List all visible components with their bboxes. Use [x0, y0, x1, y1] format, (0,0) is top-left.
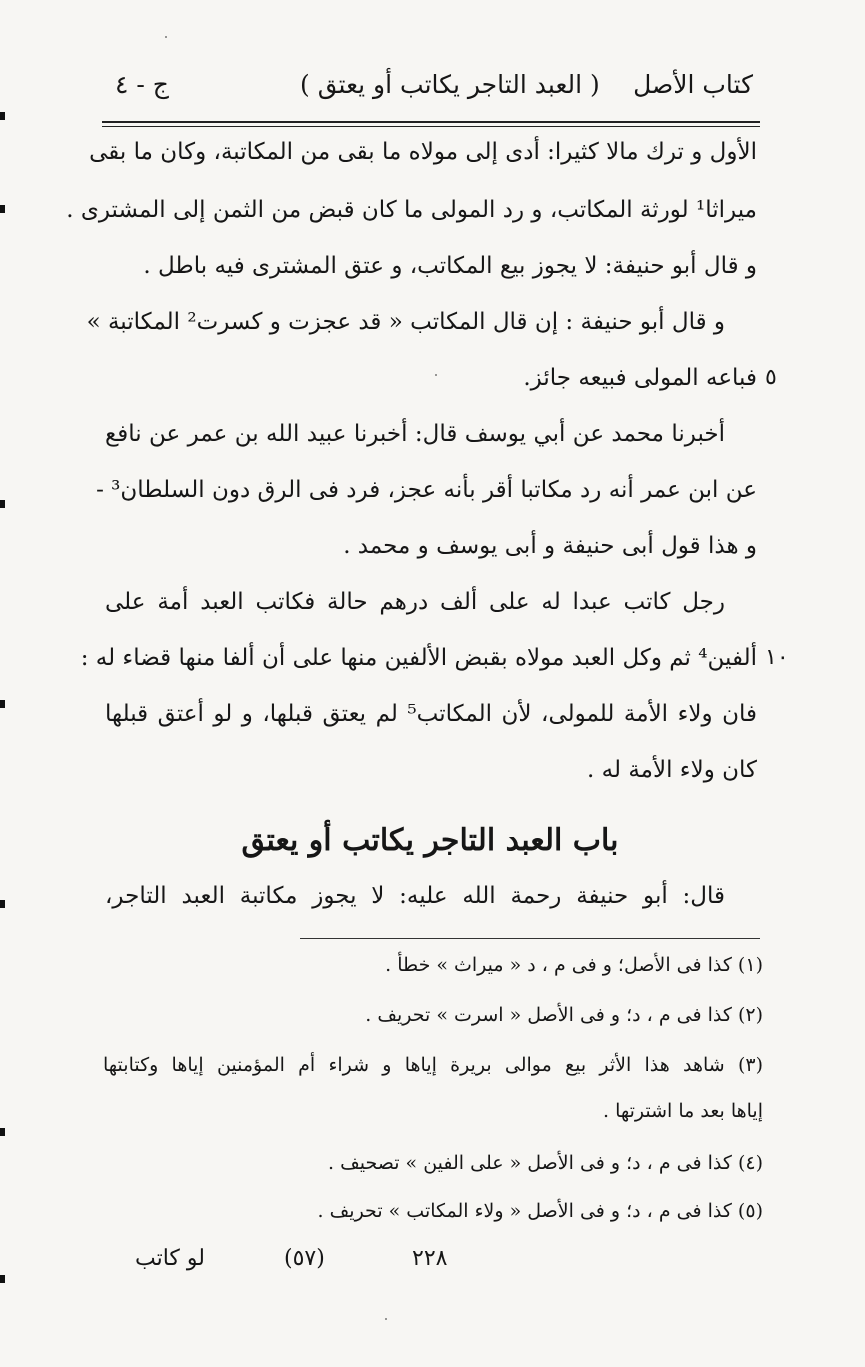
body-line: فان ولاء الأمة للمولى، لأن المكاتب⁵ لم يعتق قبلها، و لو أعتق قبلها [105, 701, 757, 727]
catchword: لو كاتب [135, 1246, 205, 1271]
footnote-1: (١) كذا فى الأصل؛ و فى م ، د « ميراث » خطأ . [385, 954, 763, 976]
scan-edge-mark [0, 205, 5, 213]
running-header-volume: ج - ٤ [115, 70, 169, 99]
scan-edge-mark [0, 500, 5, 508]
paper-speck [385, 1318, 387, 1320]
line-number-5: ٥ [765, 365, 777, 390]
header-rule-thin [102, 126, 760, 127]
footnote-3: (٣) شاهد هذا الأثر بيع موالى بريرة إياها و شراء أم المؤمنين إياها وكتابتها [103, 1054, 763, 1076]
scan-edge-mark [0, 700, 5, 708]
body-line: فباعه المولى فبيعه جائز. [523, 365, 757, 391]
running-header-book-title: كتاب الأصل [633, 70, 753, 99]
body-line: أخبرنا محمد عن أبي يوسف قال: أخبرنا عبيد الله بن عمر عن نافع [105, 421, 725, 447]
body-line: عن ابن عمر أنه رد مكاتبا أقر بأنه عجز، فرد فى الرق دون السلطان³ - [96, 477, 757, 503]
body-line: ألفين⁴ ثم وكل العبد مولاه بقبض الألفين منها على أن ألفا منها قضاء له : [80, 645, 757, 671]
body-line: كان ولاء الأمة له . [587, 757, 757, 783]
body-line: قال: أبو حنيفة رحمة الله عليه: لا يجوز مكاتبة العبد التاجر، [105, 883, 725, 909]
paper-speck [435, 374, 437, 376]
running-header-chapter-title: ( العبد التاجر يكاتب أو يعتق ) [300, 70, 600, 99]
scan-edge-mark [0, 112, 5, 120]
signature-mark: (٥٧) [284, 1246, 325, 1271]
header-rule [102, 121, 760, 123]
body-line: و قال أبو حنيفة: لا يجوز بيع المكاتب، و عتق المشترى فيه باطل . [143, 253, 757, 279]
body-line: و قال أبو حنيفة : إن قال المكاتب « قد عجزت و كسرت² المكاتبة » [86, 309, 725, 335]
body-line: ميراثا¹ لورثة المكاتب، و رد المولى ما كان قبض من الثمن إلى المشترى . [66, 197, 757, 223]
body-line: الأول و ترك مالا كثيرا: أدى إلى مولاه ما بقى من المكاتبة، وكان ما بقى [89, 139, 757, 165]
scan-edge-mark [0, 1128, 5, 1136]
body-line: رجل كاتب عبدا له على ألف درهم حالة فكاتب العبد أمة على [105, 589, 725, 615]
page-number: ٢٢٨ [412, 1246, 448, 1271]
footnote-rule [300, 938, 760, 939]
body-line: و هذا قول أبى حنيفة و أبى يوسف و محمد . [343, 533, 757, 559]
footnote-4: (٤) كذا فى م ، د؛ و فى الأصل « على الفين » تصحيف . [327, 1152, 763, 1174]
scan-edge-mark [0, 900, 5, 908]
footnote-3-continued: إياها بعد ما اشترتها . [602, 1100, 763, 1122]
footnote-2: (٢) كذا فى م ، د؛ و فى الأصل « اسرت » تحريف . [365, 1004, 763, 1026]
line-number-10: ١٠ [765, 645, 789, 670]
footnote-5: (٥) كذا فى م ، د؛ و فى الأصل « ولاء المكاتب » تحريف . [317, 1200, 763, 1222]
scan-edge-mark [0, 1275, 5, 1283]
paper-speck [165, 36, 167, 38]
section-heading: باب العبد التاجر يكاتب أو يعتق [241, 823, 619, 858]
